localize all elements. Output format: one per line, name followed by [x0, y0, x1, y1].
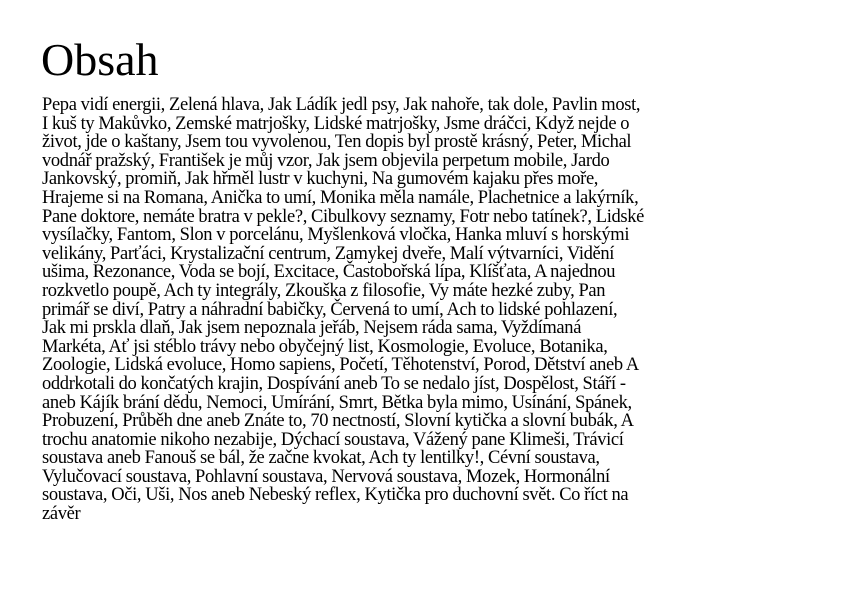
contents-line: soustava, Oči, Uši, Nos aneb Nebeský reflex, Kytička pro duchovní svět. Co říct na: [42, 485, 629, 506]
contents-line: Vylučovací soustava, Pohlavní soustava, Nervová soustava, Mozek, Hormonální: [42, 466, 610, 487]
contents-line: Hrajeme si na Romana, Anička to umí, Monika měla namále, Plachetnice a lakýrník,: [42, 187, 639, 208]
contents-paragraph: [42, 96, 802, 524]
contents-line: Probuzení, Průběh dne aneb Znáte to, 70 nectností, Slovní kytička a slovní bubák, A: [42, 411, 634, 432]
contents-line: Pane doktore, nemáte bratra v pekle?, Cibulkovy seznamy, Fotr nebo tatínek?, Lidské: [42, 206, 645, 227]
contents-line: I kuš ty Makůvko, Zemské matrjošky, Lidské matrjošky, Jsme dráčci, Když nejde o: [42, 113, 630, 134]
contents-line: závěr: [42, 504, 81, 525]
contents-line: oddrkotali do končatých krajin, Dospívání aneb To se nedalo jíst, Dospělost, Stáří -: [42, 373, 626, 394]
contents-line: Zoologie, Lidská evoluce, Homo sapiens, Početí, Těhotenství, Porod, Dětství aneb A: [42, 355, 639, 376]
contents-line: ušima, Rezonance, Voda se bojí, Excitace, Častobořská lípa, Klíšťata, A najednou: [42, 262, 616, 283]
contents-line: život, jde o kaštany, Jsem tou vyvolenou, Ten dopis byl prostě krásný, Peter, Michal: [42, 132, 632, 153]
contents-line: velikány, Parťáci, Krystalizační centrum, Zamykej dveře, Malí výtvarníci, Vidění: [42, 243, 615, 264]
contents-line: aneb Kájík brání dědu, Nemoci, Umírání, Smrt, Bětka byla mimo, Usínání, Spánek,: [42, 392, 632, 413]
contents-line: primář se diví, Patry a náhradní babičky, Červená to umí, Ach to lidské pohlazení,: [42, 299, 618, 320]
contents-line: vodnář pražský, František je můj vzor, Jak jsem objevila perpetum mobile, Jardo: [42, 150, 610, 171]
contents-line: Pepa vidí energii, Zelená hlava, Jak Ládík jedl psy, Jak nahoře, tak dole, Pavlin most,: [42, 95, 641, 115]
contents-line: Jak mi prskla dlaň, Jak jsem nepoznala jeřáb, Nejsem ráda sama, Vyždímaná: [42, 318, 582, 339]
contents-line: trochu anatomie nikoho nezabije, Dýchací soustava, Vážený pane Klimeši, Trávicí: [42, 429, 624, 450]
contents-line: rozkvetlo poupě, Ach ty integrály, Zkouška z filosofie, Vy máte hezké zuby, Pan: [42, 280, 606, 301]
contents-line: Markéta, Ať jsi stéblo trávy nebo obyčejný list, Kosmologie, Evoluce, Botanika,: [42, 336, 608, 357]
page-title: Obsah: [41, 34, 159, 85]
contents-line: Jankovský, promiň, Jak hřměl lustr v kuchyni, Na gumovém kajaku přes moře,: [42, 169, 599, 190]
contents-line: vysílačky, Fantom, Slon v porcelánu, Myšlenková vločka, Hanka mluví s horskými: [42, 225, 630, 246]
contents-line: soustava aneb Fanouš se bál, že začne kvokat, Ach ty lentilky!, Cévní soustava,: [42, 448, 600, 469]
